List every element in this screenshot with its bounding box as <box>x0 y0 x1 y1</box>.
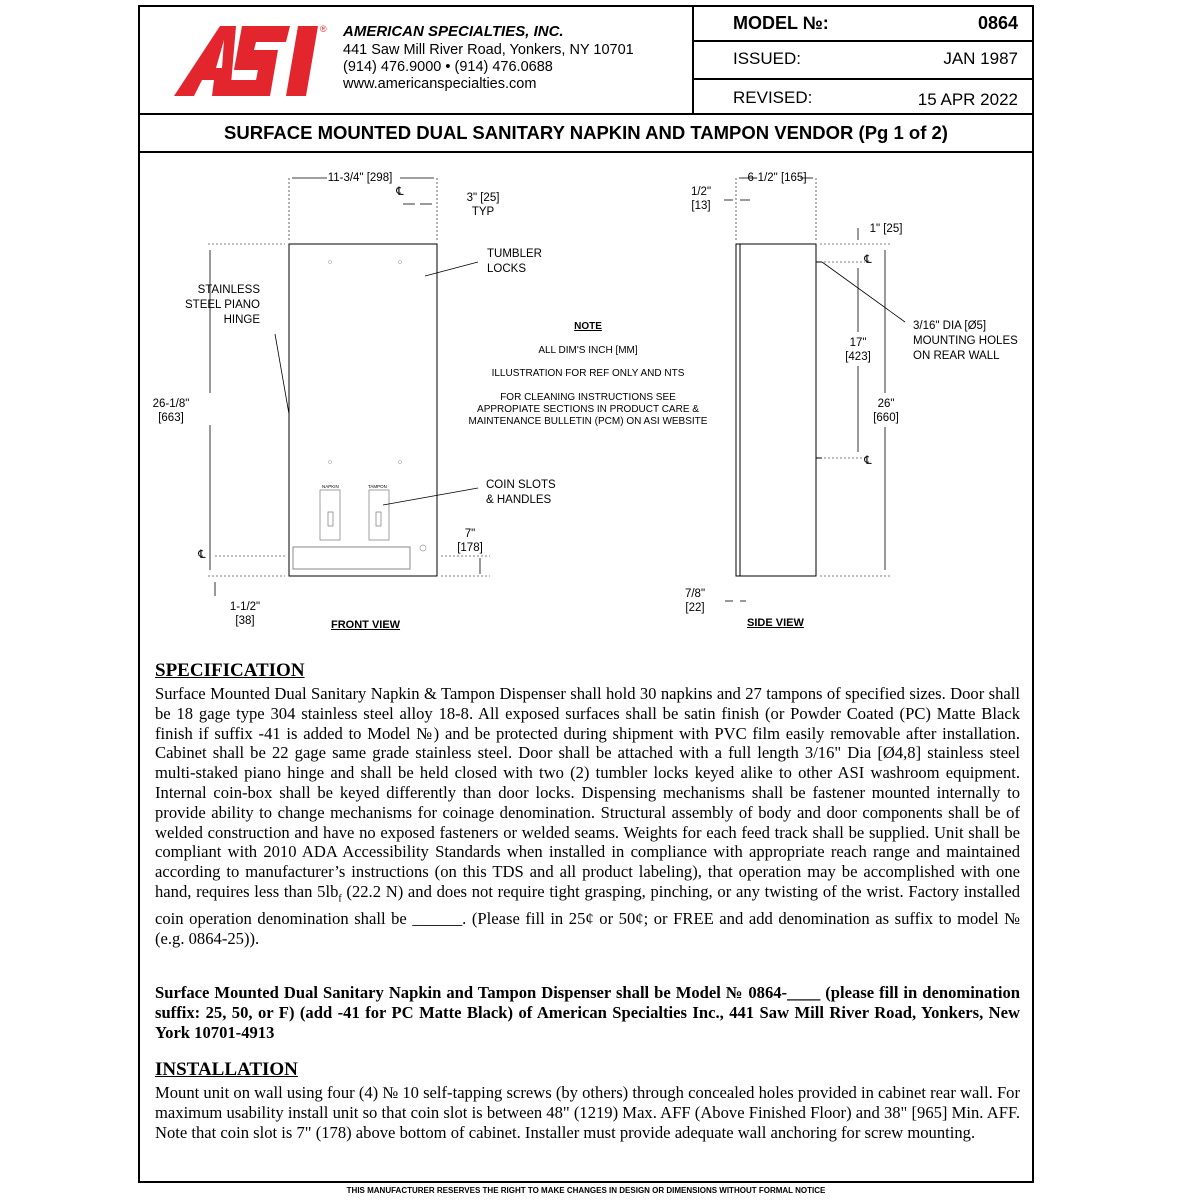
side-view-caption: SIDE VIEW <box>747 617 804 629</box>
piano-hinge-label: STAINLESS STEEL PIANO HINGE <box>185 284 260 326</box>
side-centerline-bottom: ℄ <box>864 455 872 467</box>
registered-mark: ® <box>320 24 327 34</box>
front-centerline-mark: ℄ <box>396 186 404 198</box>
side-depth-dim: 6-1/2" [165] <box>747 172 807 184</box>
front-height-dim: 26-1/8" [663] <box>152 398 190 424</box>
coin-slots-label: COIN SLOTS & HANDLES <box>486 479 556 506</box>
company-website: www.americanspecialties.com <box>343 76 537 92</box>
specification-heading: SPECIFICATION <box>155 660 305 681</box>
company-address: 441 Saw Mill River Road, Yonkers, NY 10701 <box>343 42 634 58</box>
specification-body: Surface Mounted Dual Sanitary Napkin & Tampon Dispenser shall hold 30 napkins and 27 tampons of specified sizes. Door shall be 18 gage type 304 stainless steel alloy 18-8. All exposed surfaces shall be satin finish (or Powder Coated (PC) Matte Black finish if suffix -41 is added to Model №) and be protected during shipment with PVC film easily removable after installation. Cabinet shall be 22 gage same grade stainless steel. Door shall be attached with a full length 3/16" Dia [Ø4,8] stainless steel multi-staked piano hinge and shall be held closed with two (2) tumbler locks keyed alike to other ASI washroom equipment. Internal coin-box shall be keyed differently than door locks. Dispensing mechanisms shall be fastener mounted internally to provide ability to change mechanisms for coinage denomination. Structural assembly of body and door components shall be of welded construction and have no exposed fasteners or welded seams. Weights for each feed track shall be supplied. Unit shall be compliant with 2010 ADA Accessibility Standards when installed in compliance with appropriate reach range and maintained according to manufacturer’s instructions (on this TDS and all product labeling), that operation may be accomplished with one hand, requires less than $5lb_f$ (22.2 N) and does not require tight grasping, pinching, or any twisting of the wrist. Factory installed coin operation denomination shall be ______. (Please fill in 25¢ or 50¢; or FREE and add denomination as suffix to model № (e.g. 0864-25)). <box>155 684 1021 948</box>
mounting-holes-label: 3/16" DIA [Ø5] MOUNTING HOLES ON REAR WALL <box>913 320 1018 362</box>
footer-disclaimer: THIS MANUFACTURER RESERVES THE RIGHT TO MAKE CHANGES IN DESIGN OR DIMENSIONS WITHOUT FORMAL NOTICE <box>346 1186 826 1195</box>
side-centerline-top: ℄ <box>864 254 872 266</box>
front-view-caption: FRONT VIEW <box>331 619 401 631</box>
note-line-5: MAINTENANCE BULLETIN (PCM) ON ASI WEBSITE <box>468 416 708 427</box>
note-heading: NOTE <box>574 321 602 332</box>
tampon-slot-label: TAMPON <box>368 484 387 489</box>
issued-label: ISSUED: <box>733 49 802 68</box>
company-name: AMERICAN SPECIALTIES, INC. <box>343 23 564 40</box>
coin-height-dim: 7" [178] <box>457 528 483 554</box>
revised-label: REVISED: <box>733 88 813 107</box>
tumbler-locks-label: TUMBLER LOCKS <box>487 248 542 275</box>
front-width-dim: 11-3/4" [298] <box>327 172 393 184</box>
front-bottom-centerline-mark: ℄ <box>198 549 206 561</box>
side-bottom-dim: 7/8" [22] <box>684 588 706 614</box>
front-bottom-dim: 1-1/2" [38] <box>229 601 261 627</box>
front-typ-label: TYP <box>471 206 495 218</box>
side-one-inch-dim: 1" [25] <box>869 223 903 235</box>
note-line-4: APPROPIATE SECTIONS IN PRODUCT CARE & <box>477 404 699 415</box>
napkin-slot-label: NAPKIN <box>322 484 339 489</box>
company-phone: (914) 476.9000 • (914) 476.0688 <box>343 59 553 75</box>
hole-span-dim: 17" [423] <box>845 337 871 363</box>
model-value: 0864 <box>977 13 1018 33</box>
model-label: MODEL №: <box>733 13 829 33</box>
side-top-dim: 1/2" [13] <box>690 186 712 212</box>
installation-body: Mount unit on wall using four (4) № 10 self-tapping screws (by others) through concealed holes provided in cabinet rear wall. For maximum usability install unit so that coin slot is between 48" (1219) Max. AFF (Above Finished Floor) and 38" [965] Min. AFF. Note that coin slot is 7" (178) above bottom of cabinet. Installer must provide adequate wall anchoring for screw mounting. <box>155 1083 1020 1142</box>
side-height-dim: 26" [660] <box>873 398 899 424</box>
note-line-3: FOR CLEANING INSTRUCTIONS SEE <box>500 392 676 403</box>
note-line-1: ALL DIM'S INCH [MM] <box>538 345 638 356</box>
revised-value: 15 APR 2022 <box>917 90 1018 109</box>
installation-heading: INSTALLATION <box>155 1059 298 1080</box>
front-typ-dim: 3" [25] <box>466 192 500 204</box>
specification-model-statement: Surface Mounted Dual Sanitary Napkin and Tampon Dispenser shall be Model № 0864-____ (please fill in denomination suffix: 25, 50, or F) (add -41 for PC Matte Black) of American Specialties Inc., 441 Saw Mill River Road, Yonkers, New York 10701-4913 <box>155 983 1020 1042</box>
note-line-2: ILLUSTRATION FOR REF ONLY AND NTS <box>491 368 685 379</box>
page-title: SURFACE MOUNTED DUAL SANITARY NAPKIN AND TAMPON VENDOR (Pg 1 of 2) <box>224 122 948 143</box>
issued-value: JAN 1987 <box>943 49 1018 68</box>
